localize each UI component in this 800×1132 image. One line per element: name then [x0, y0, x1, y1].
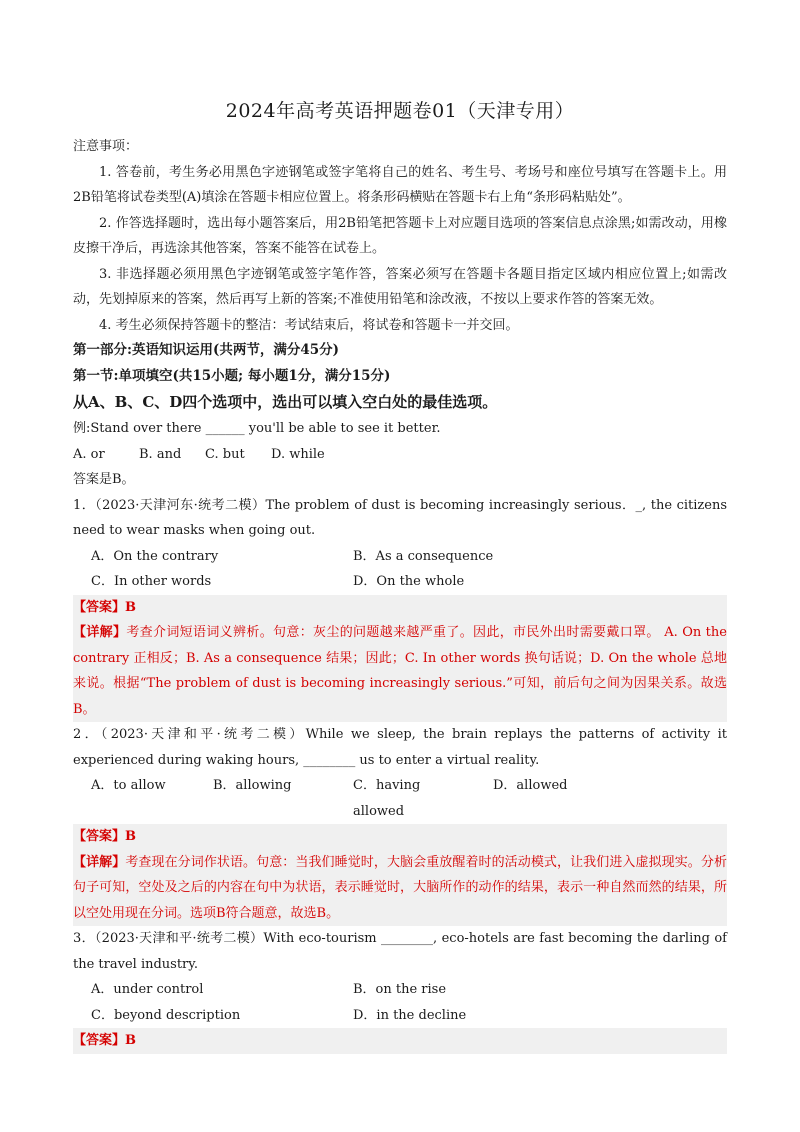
notice-item-4: 4. 考生必须保持答题卡的整洁：考试结束后，将试卷和答题卡一并交回。	[99, 317, 519, 333]
answer-label: 【答案】	[73, 599, 126, 615]
question-3-options-row2	[73, 1003, 727, 1029]
part-heading: 第一部分:英语知识运用(共两节，满分45分)	[73, 342, 340, 358]
example-option-c: C. but	[205, 446, 245, 462]
example-option-b: B. and	[139, 446, 182, 462]
question-2-option-c: C．having allowed	[353, 778, 421, 819]
example-option-a: A. or	[73, 446, 105, 462]
question-1-stem: 1．（2023·天津河东·统考二模）The problem of dust is becoming increasingly serious．_, the citizens need to wear masks when going out.	[73, 497, 727, 538]
document-body	[73, 134, 727, 1054]
question-1-explanation	[73, 620, 727, 722]
example-option-d: D. while	[271, 446, 325, 462]
question-3-stem: 3．（2023·天津和平·统考二模）With eco-tourism ________, eco-hotels are fast becoming the darling of the travel industry.	[73, 931, 727, 972]
answer-value: B	[125, 599, 137, 615]
explain-text: 考查现在分词作状语。句意：当我们睡觉时，大脑会重放醒着时的活动模式，让我们进入虚拟现实。分析句子可知，空处及之后的内容在句中为状语，表示睡觉时，大脑所作的动作的结果，表示一种自然而然的结果，所以空处用现在分词。选项B符合题意，故选B。	[73, 854, 727, 921]
question-2-answer	[73, 824, 727, 850]
section-heading: 第一节:单项填空(共15小题; 每小题1分，满分15分)	[73, 367, 391, 384]
question-2-options	[73, 773, 727, 824]
question-1-option-a: A．On the contrary	[91, 548, 219, 564]
question-2-explanation	[73, 850, 727, 927]
answer-label: 【答案】	[73, 1033, 126, 1048]
question-1-options-row2	[73, 569, 727, 595]
question-1-option-b: B．As a consequence	[353, 548, 494, 564]
question-1-options-row1	[73, 544, 727, 570]
notice-item-2: 2. 作答选择题时，选出每小题答案后，用2B铅笔把答题卡上对应题目选项的答案信息点涂黑;如需改动，用橡皮擦干净后，再选涂其他答案，答案不能答在试卷上。	[73, 215, 727, 256]
question-3-option-c: C．beyond description	[91, 1007, 241, 1023]
question-1-option-d: D．On the whole	[353, 574, 465, 589]
example-answer: 答案是B。	[73, 472, 135, 487]
answer-label: 【答案】	[73, 829, 126, 844]
explain-label: 【详解】	[73, 625, 127, 640]
example-stem: 例:Stand over there ______ you'll be able to see it better.	[73, 421, 441, 436]
question-2-option-b: B．allowing	[213, 778, 292, 793]
question-2-stem: 2．（2023·天津和平·统考二模）While we sleep, the brain replays the patterns of activity it experienced during waking hours, ________ us to enter a virtual reality.	[73, 727, 727, 768]
question-3-options-row1	[73, 977, 727, 1003]
notice-item-3: 3. 非选择题必须用黑色字迹钢笔或签字笔作答，答案必须写在答题卡各题目指定区域内相应位置上;如需改动，先划掉原来的答案，然后再写上新的答案;不准使用铅笔和涂改液，不按以上要求作答的答案无效。	[73, 266, 727, 307]
question-1-answer	[73, 595, 727, 621]
question-2-option-d: D．allowed	[493, 778, 568, 793]
question-3-option-a: A．under control	[91, 982, 204, 997]
document-title: 2024年高考英语押题卷01（天津专用）	[225, 100, 575, 122]
question-1-option-c: C．In other words	[91, 574, 212, 589]
question-3-answer	[73, 1028, 727, 1054]
answer-value: B	[125, 829, 137, 844]
explain-label: 【详解】	[73, 854, 126, 870]
question-3-option-d: D．in the decline	[353, 1007, 467, 1023]
example-options	[73, 442, 727, 468]
question-2-option-a: A．to allow	[91, 778, 166, 793]
answer-value: B	[125, 1033, 137, 1048]
question-3-option-b: B．on the rise	[353, 982, 447, 997]
explain-text: 考查介词短语词义辨析。句意：灰尘的问题越来越严重了。因此，市民外出时需要戴口罩。 A. On the contrary 正相反；B. As a consequence 结果；因此；C. In other words 换句话说；D. On the whole 总地来说。根据“The problem of dust is becoming increasingly serious.”可知，前后句之间为因果关系。故选B。	[73, 625, 727, 717]
notice-item-1: 1. 答卷前，考生务必用黑色字迹钢笔或签字笔将自己的姓名、考生号、考场号和座位号填写在答题卡上。用2B铅笔将试卷类型(A)填涂在答题卡相应位置上。将条形码横贴在答题卡右上角“条形码粘贴处”。	[73, 164, 727, 205]
notice-heading: 注意事项：	[73, 139, 139, 154]
instruction: 从A、B、C、D四个选项中，选出可以填入空白处的最佳选项。	[73, 393, 498, 411]
